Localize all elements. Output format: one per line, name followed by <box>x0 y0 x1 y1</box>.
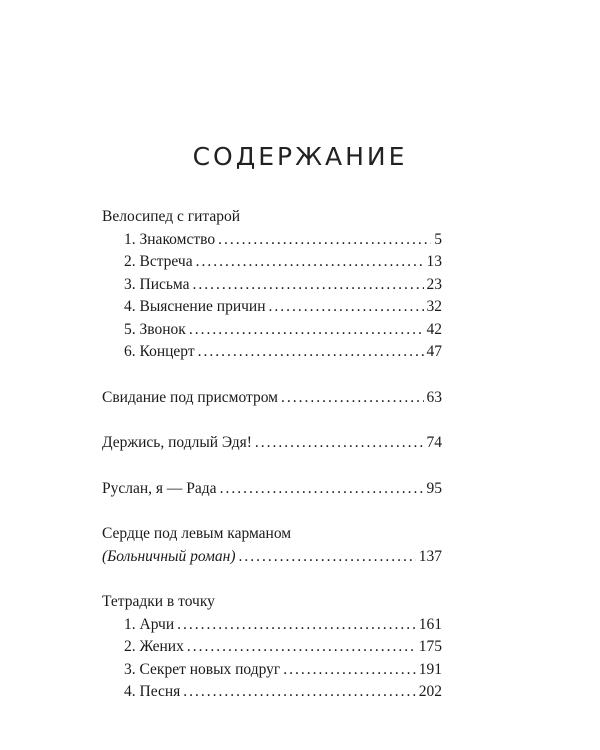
page-number: 13 <box>426 253 442 270</box>
chapter-number: 2. <box>124 638 136 655</box>
toc-entry <box>102 341 442 364</box>
toc-entry <box>102 636 442 659</box>
page-number: 191 <box>418 660 442 678</box>
page-number: 47 <box>426 343 442 360</box>
chapter-number: 3. <box>124 275 136 293</box>
dot-leader <box>183 681 415 704</box>
chapter-title: Песня <box>139 683 181 700</box>
toc-entry <box>102 659 442 682</box>
chapter-title: Арчи <box>139 615 175 633</box>
part-title-text: Держись, подлый Эдя! <box>102 434 252 451</box>
page-number: 23 <box>426 275 442 293</box>
chapter-number: 6. <box>124 343 136 360</box>
chapter-number: 1. <box>124 230 136 248</box>
part-title-text: Свидание под присмотром <box>102 388 278 406</box>
toc-entry <box>102 319 442 342</box>
toc-entry <box>102 274 442 297</box>
dot-leader <box>189 319 424 342</box>
chapter-number: 2. <box>124 253 136 270</box>
chapter-title: Встреча <box>139 253 193 270</box>
chapter-number: 1. <box>124 615 136 633</box>
chapter-title: Выяснение причин <box>139 298 266 315</box>
page-number: 74 <box>426 434 442 451</box>
toc-part-title <box>102 523 442 546</box>
page-number: 42 <box>426 320 442 338</box>
dot-leader <box>283 659 415 682</box>
dot-leader <box>255 432 424 455</box>
page-number: 202 <box>418 683 442 700</box>
chapter-title: Знакомство <box>139 230 216 248</box>
toc-entry <box>102 229 442 252</box>
page-number: 32 <box>426 298 442 315</box>
toc-entry <box>102 478 442 501</box>
spacer <box>102 568 442 591</box>
toc-part-title <box>102 591 442 614</box>
chapter-title: Письма <box>139 275 190 293</box>
page-number: 137 <box>418 547 442 565</box>
chapter-title: Жених <box>139 638 184 655</box>
chapter-number: 3. <box>124 660 136 678</box>
chapter-title: Звонок <box>139 320 186 338</box>
chapter-number: 4. <box>124 298 136 315</box>
toc-part-title <box>102 206 442 229</box>
chapter-number: 4. <box>124 683 136 700</box>
dot-leader <box>269 296 424 319</box>
part-title-text: Велосипед с гитарой <box>102 208 241 225</box>
page-title: СОДЕРЖАНИЕ <box>192 142 408 171</box>
part-title-text: Сердце под левым карманом <box>102 525 292 542</box>
part-title-text: Руслан, я — Рада <box>102 479 217 497</box>
table-of-contents <box>102 206 442 704</box>
toc-entry <box>102 387 442 410</box>
page-number: 175 <box>418 638 442 655</box>
chapter-number: 5. <box>124 320 136 338</box>
dot-leader <box>239 546 416 569</box>
toc-entry <box>102 432 442 455</box>
page-number: 5 <box>434 230 442 248</box>
toc-entry <box>102 614 442 637</box>
page-number: 63 <box>426 388 442 406</box>
dot-leader <box>177 614 416 637</box>
page-number: 95 <box>426 479 442 497</box>
dot-leader <box>218 229 431 252</box>
dot-leader <box>193 274 424 297</box>
chapter-title: Концерт <box>139 343 195 360</box>
page-number: 161 <box>418 615 442 633</box>
toc-entry <box>102 251 442 274</box>
spacer <box>102 455 442 478</box>
part-subtitle: (Больничный роман) <box>102 547 236 565</box>
dot-leader <box>198 341 424 364</box>
toc-entry <box>102 546 442 569</box>
dot-leader <box>220 478 424 501</box>
spacer <box>102 409 442 432</box>
toc-entry <box>102 681 442 704</box>
spacer <box>102 364 442 387</box>
toc-entry <box>102 296 442 319</box>
dot-leader <box>187 636 416 659</box>
part-title-text: Тетрадки в точку <box>102 593 215 610</box>
dot-leader <box>281 387 424 410</box>
spacer <box>102 500 442 523</box>
dot-leader <box>196 251 424 274</box>
chapter-title: Секрет новых подруг <box>139 660 281 678</box>
